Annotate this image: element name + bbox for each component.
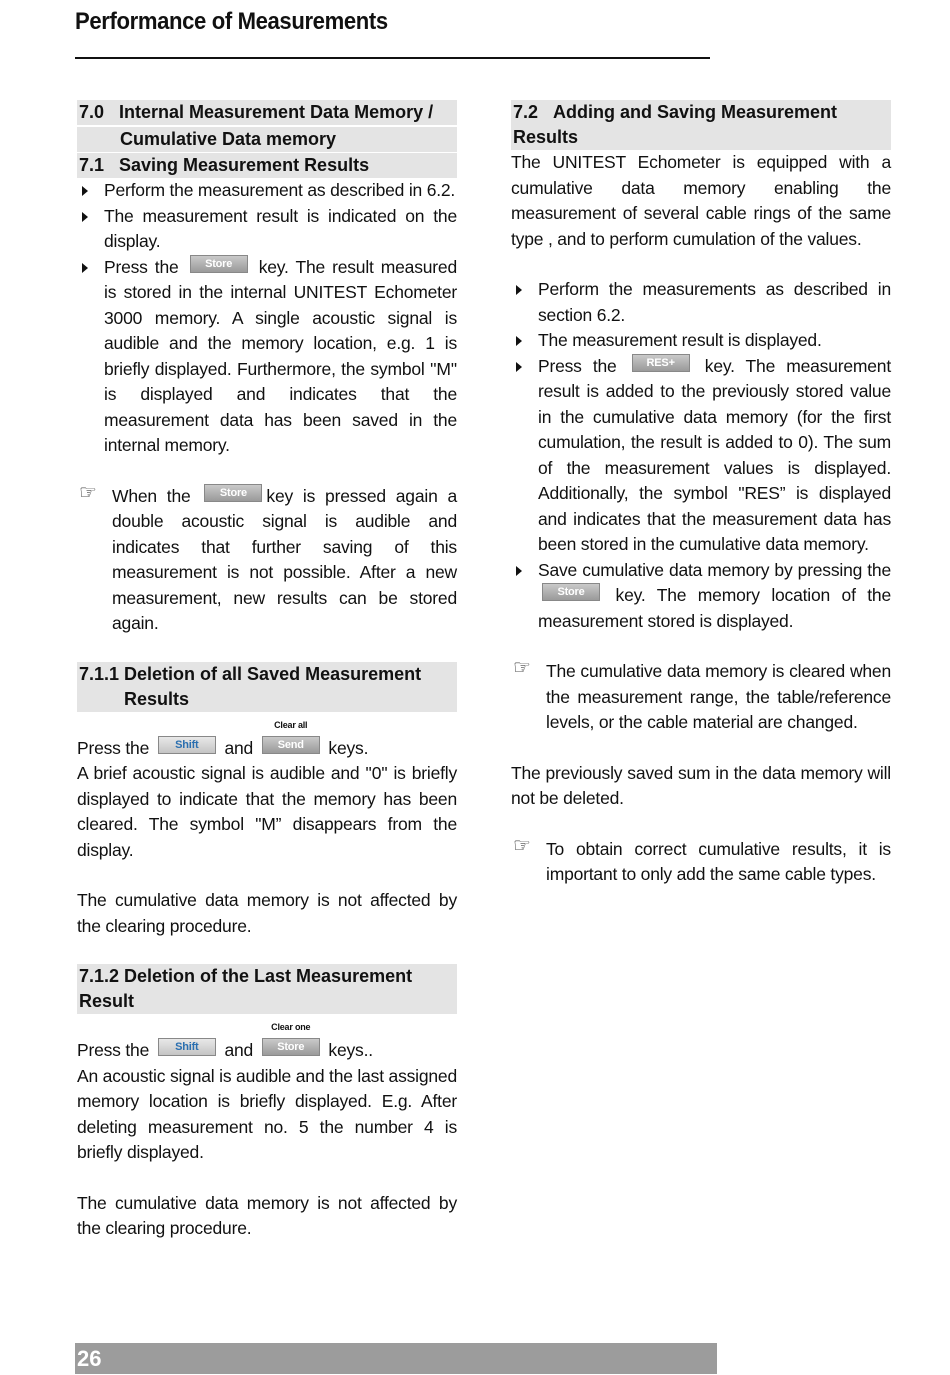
instruction-text: keys.. (328, 1040, 373, 1060)
note-item (511, 834, 891, 888)
heading-text: Adding and Saving Measurement Results (513, 102, 838, 147)
key-label: Send (277, 738, 304, 751)
bullet-text: The measurement result is displayed. (538, 330, 822, 350)
instruction-text: Press the (77, 1040, 150, 1060)
arrow-bullet-icon (82, 186, 88, 196)
heading-7-1-2: 7.1.2 Deletion of the Last Measurement Result (77, 964, 457, 1014)
arrow-bullet-icon (516, 566, 522, 576)
heading-text: Saving Measurement Results (119, 155, 370, 175)
pointing-hand-icon: ☞ (513, 834, 531, 857)
heading-7-1-1 (77, 662, 457, 712)
bullet-item (511, 558, 891, 635)
bullet-text: Perform the measurement as described in 6.2. (104, 180, 456, 200)
bullet-item (77, 204, 457, 255)
heading-text: 7.1.1 Deletion of all Saved Measurement (79, 663, 422, 684)
left-column (77, 100, 457, 1242)
note-item (511, 659, 891, 736)
clear-all-caption: Clear all (274, 719, 308, 730)
bullet-text: key. The measurement result is added to the previously stored value in the cumulative data memory (for the first cumulation, the result is added to 0). The sum of the measurement values is displayed. Additionally, the symbol "RES” is displayed and indicates that the measurement data has been stored in the cumulative data memory. (538, 355, 891, 554)
heading-7-1 (77, 153, 457, 178)
footer-bar (75, 1343, 717, 1374)
bullet-text: key. The result measured is stored in the internal UNITEST Echometer 3000 memory. A single acoustic signal is audible and the memory location, e.g. 1 is briefly displayed. Furthermore, the symbol ''M'' is displayed and indicates that the measurement data has been saved in the internal memory. (104, 256, 457, 455)
bullet-text: Press the (538, 355, 617, 376)
heading-7-0-cont (77, 127, 457, 152)
heading-number: 7.2 (513, 102, 539, 122)
key-label: Store (277, 1041, 305, 1053)
paragraph: The cumulative data memory is not affected by the clearing procedure. (77, 890, 457, 936)
bullet-text: key. The memory location of the measurement stored is displayed. (538, 585, 891, 631)
bullet-text: The measurement result is indicated on the display. (104, 205, 457, 251)
heading-7-0 (77, 100, 457, 125)
heading-7-2 (511, 100, 891, 150)
shift-key-icon: Shift (158, 1038, 216, 1056)
arrow-bullet-icon (516, 362, 522, 372)
paragraph: A brief acoustic signal is audible and ''0'' is briefly displayed to indicate that the memory has been cleared. The symbol "M” disappears from the display. (77, 763, 457, 860)
clear-one-caption: Clear one (271, 1022, 311, 1032)
bullet-text: Save cumulative data memory by pressing the (538, 559, 891, 580)
bullet-item (511, 277, 891, 328)
instruction-text: keys. (328, 737, 369, 758)
pointing-hand-icon: ☞ (79, 481, 97, 504)
key-instruction (77, 719, 457, 762)
paragraph: The previously saved sum in the data memory will not be deleted. (511, 762, 891, 808)
heading-number: 7.0 (79, 102, 105, 122)
arrow-bullet-icon (82, 212, 88, 222)
heading-text: Cumulative Data memory (120, 129, 337, 149)
arrow-bullet-icon (82, 263, 88, 273)
arrow-bullet-icon (516, 336, 522, 346)
title-rule (75, 57, 710, 59)
right-column (511, 100, 891, 888)
instruction-text: and (224, 737, 254, 758)
send-key-icon (262, 719, 320, 754)
heading-text: Internal Measurement Data Memory / (119, 102, 434, 122)
paragraph: The UNITEST Echometer is equipped with a cumulative data memory enabling the measurement of several cable rings of the same type , and to perform cumulation of the values. (511, 152, 891, 249)
bullet-item (511, 354, 891, 558)
store-key-icon (262, 1022, 320, 1056)
instruction-text: Press the (77, 737, 150, 758)
store-key-icon: Store (542, 583, 600, 601)
shift-key-icon: Shift (158, 736, 216, 754)
heading-number: 7.1 (79, 155, 105, 175)
bullet-text: Press the (104, 256, 179, 277)
store-key-icon: Store (190, 255, 248, 273)
bullet-item (511, 328, 891, 354)
pointing-hand-icon: ☞ (513, 657, 531, 679)
note-text: The cumulative data memory is cleared when the measurement range, the table/reference levels, or the cable material are changed. (546, 661, 891, 732)
heading-text: Results (124, 688, 190, 709)
bullet-text: Perform the measurements as described in section 6.2. (538, 279, 891, 325)
paragraph: The cumulative data memory is not affected by the clearing procedure. (77, 1192, 457, 1238)
res-plus-key-icon: RES+ (632, 354, 690, 372)
note-item (77, 481, 458, 637)
instruction-text: and (224, 1040, 254, 1060)
paragraph: An acoustic signal is audible and the last assigned memory location is briefly displayed. E.g. After deleting measurement no. 5 the number 4 is briefly displayed. (77, 1065, 457, 1162)
note-text: key is pressed again a double acoustic signal is audible and indicates that further saving of this measurement is not possible. After a new measurement, new results can be stored again. (112, 485, 458, 633)
note-text: To obtain correct cumulative results, it is important to only add the same cable types. (546, 838, 891, 884)
page-number: 26 (77, 1346, 102, 1371)
store-key-icon: Store (204, 484, 262, 502)
bullet-item (77, 255, 457, 459)
key-instruction (77, 1022, 457, 1064)
page-title: Performance of Measurements (75, 8, 388, 35)
note-text: When the (112, 485, 191, 506)
bullet-item (77, 178, 457, 204)
arrow-bullet-icon (516, 285, 522, 295)
